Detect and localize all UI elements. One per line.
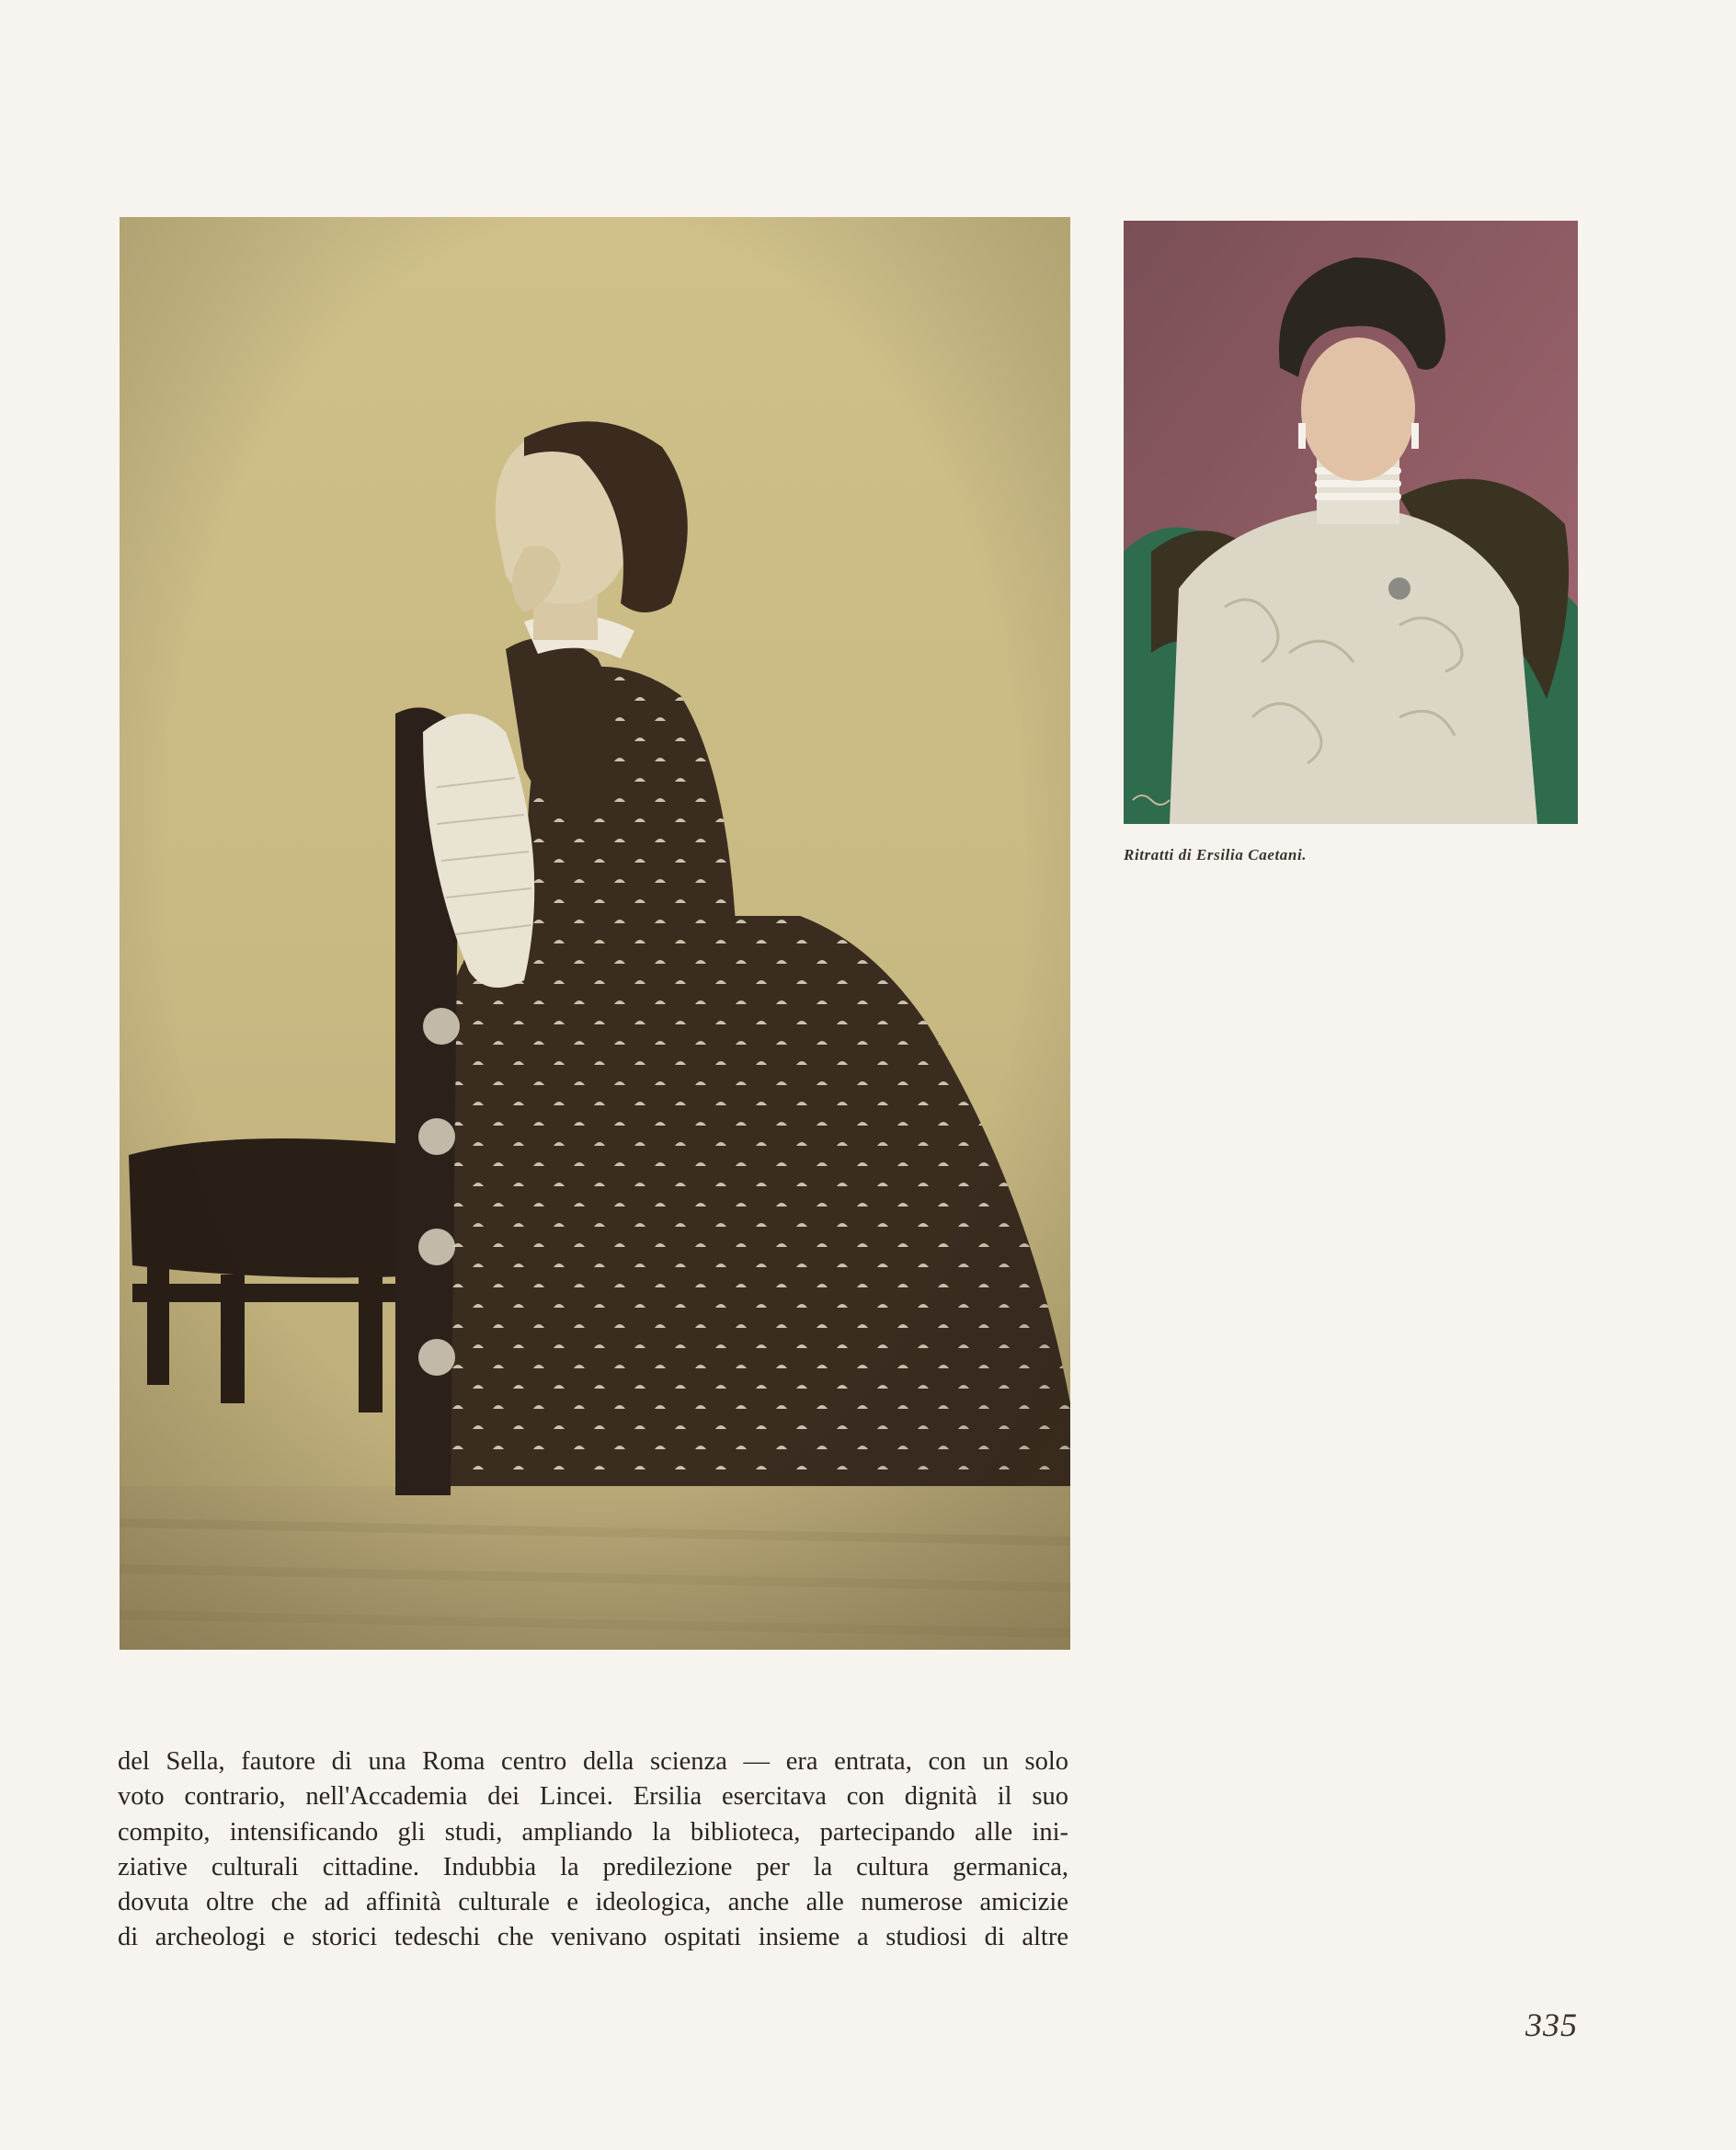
page-number: 335 (1525, 2007, 1578, 2043)
text-line: voto contrario, nell'Accademia dei Lincei. Ersilia esercitava con dignità il suo (118, 1782, 1068, 1812)
sepia-portrait-photograph (120, 217, 1070, 1650)
text-line: compito, intensificando gli studi, ampliando la biblioteca, partecipando alle ini- (118, 1817, 1068, 1847)
body-paragraph (118, 1744, 1068, 1956)
text-line: del Sella, fautore di una Roma centro della scienza — era entrata, con un solo (118, 1747, 1068, 1776)
text-line: di archeologi e storici tedeschi che venivano ospitati insieme a studiosi di altre (118, 1923, 1068, 1952)
text-line: ziative culturali cittadine. Indubbia la predilezione per la cultura germanica, (118, 1852, 1068, 1881)
text-line: dovuta oltre che ad affinità culturale e ideologica, anche alle numerose amicizie (118, 1888, 1068, 1917)
figure-caption: Ritratti di Ersilia Caetani. (1124, 846, 1308, 863)
painted-portrait (1124, 221, 1578, 824)
